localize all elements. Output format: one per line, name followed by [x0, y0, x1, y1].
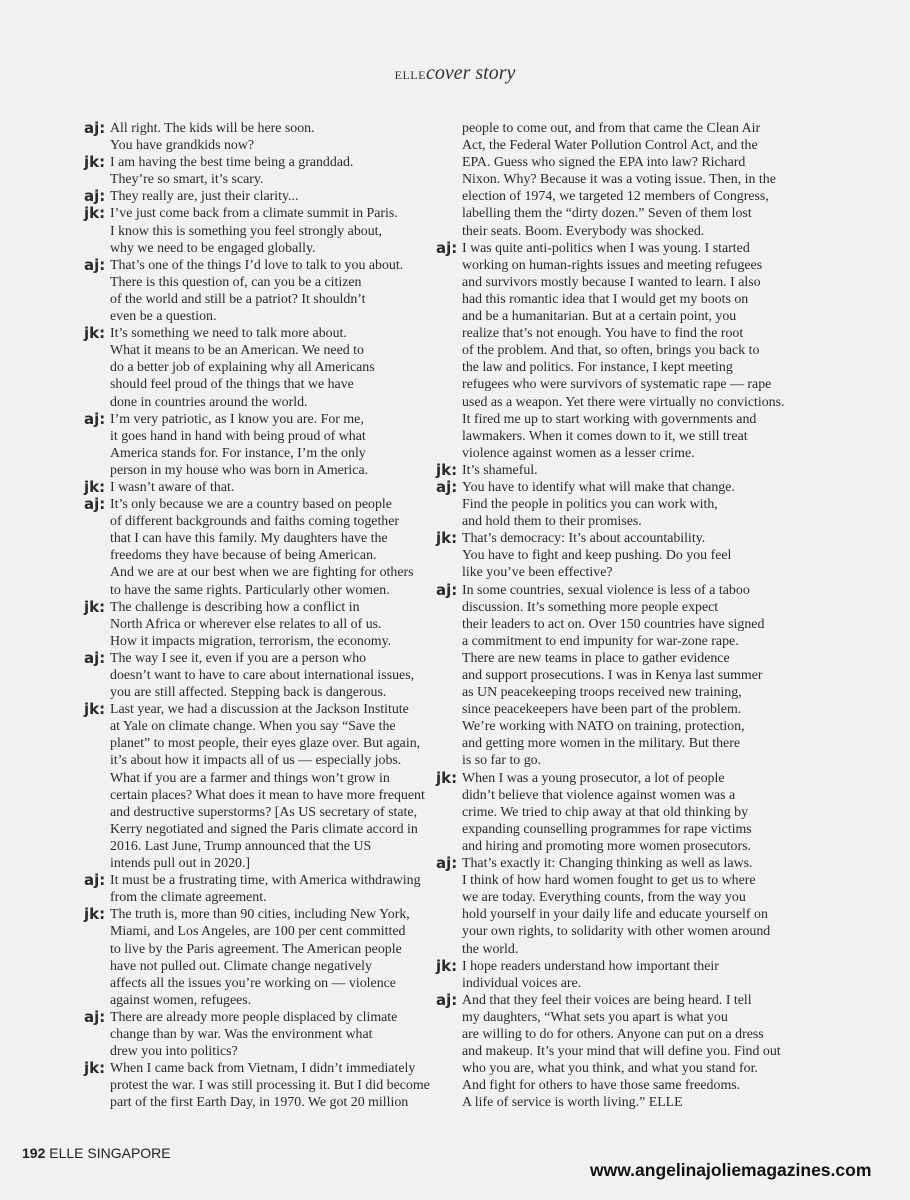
source-credit: www.angelinajoliemagazines.com	[590, 1160, 872, 1180]
interview-entry	[84, 120, 459, 154]
interview-entry	[436, 530, 826, 581]
right-column	[436, 120, 826, 1111]
speaker-label: jk:	[84, 905, 106, 924]
entry-text: When I came back from Vietnam, I didn’t immediately protest the war. I was still processing it. But I did become part of the first Earth Day, in 1970. We got 20 million	[110, 1061, 430, 1111]
speaker-label: jk:	[84, 700, 106, 719]
speaker-label: aj:	[436, 477, 458, 496]
left-column	[84, 120, 459, 1111]
speaker-label: jk:	[84, 153, 106, 172]
interview-entry	[436, 992, 826, 1112]
entry-text: I am having the best time being a granddad. They’re so smart, it’s scary.	[110, 155, 354, 188]
entry-text: In some countries, sexual violence is less of a taboo discussion. It’s something more people expect their leaders to act on. Over 150 countries have signed a commitment to end impunity for war-zone rape. There are new teams in place to gather evidence and support prosecutions. I was in Kenya last summer as UN peacekeeping troops received new training, since peacekeepers have been part of the problem. We’re working with NATO on training, protection, and getting more women in the military. But there is so far to go.	[462, 582, 765, 769]
entry-text: You have to identify what will make that change. Find the people in politics you can work with, and hold them to their promises.	[462, 479, 735, 530]
speaker-label: aj:	[84, 495, 106, 514]
entry-text: It’s shameful.	[462, 462, 538, 478]
speaker-label: jk:	[84, 204, 106, 223]
speaker-label: aj:	[84, 871, 106, 890]
speaker-label: aj:	[84, 1007, 106, 1026]
entry-text: The truth is, more than 90 cities, including New York, Miami, and Los Angeles, are 100 per cent committed to live by the Paris agreement. The American people have not pulled out. Climate change negatively affects all the issues you’re working on — violence against women, refugees.	[110, 907, 410, 1008]
entry-text: It’s something we need to talk more about. What it means to be an American. We need to do a better job of explaining why all Americans should feel proud of the things that we have done in countries around the world.	[110, 326, 375, 410]
interview-entry	[84, 872, 459, 906]
entry-text: That’s one of the things I’d love to talk to you about. There is this question of, can you be a citizen of the world and still be a patriot? It shouldn’t even be a question.	[110, 257, 404, 325]
speaker-label: aj:	[84, 409, 106, 428]
interview-entry	[84, 154, 459, 188]
speaker-label: jk:	[84, 477, 106, 496]
entry-text: That’s democracy: It’s about accountability. You have to fight and keep pushing. Do you feel like you’ve been effective?	[462, 531, 732, 581]
entry-text: I’m very patriotic, as I know you are. For me, it goes hand in hand with being proud of what America stands for. For instance, I’m the only person in my house who was born in America.	[110, 411, 369, 478]
speaker-label: aj:	[84, 187, 106, 206]
entry-text: That’s exactly it: Changing thinking as well as laws. I think of how hard women fought to get us to where we are today. Everything counts, from the way you hold yourself in your daily life and educate yourself on your own rights, to solidarity with other women around the world.	[462, 856, 771, 957]
page-header	[0, 62, 910, 85]
interview-entry	[84, 411, 459, 479]
interview-entry	[84, 479, 459, 496]
speaker-label: jk:	[436, 768, 458, 787]
entry-text: There are already more people displaced by climate change than by war. Was the environment what drew you into politics?	[110, 1009, 398, 1060]
publication-name: ELLE SINGAPORE	[49, 1145, 171, 1161]
entry-text: I wasn’t aware of that.	[110, 479, 235, 495]
interview-entry	[436, 958, 826, 992]
page-number: 192	[22, 1145, 46, 1161]
speaker-label: aj:	[436, 580, 458, 599]
section-label: cover story	[425, 62, 516, 84]
speaker-label: aj:	[84, 255, 106, 274]
interview-entry	[84, 496, 459, 599]
entry-text: They really are, just their clarity...	[110, 189, 299, 205]
speaker-label: jk:	[436, 529, 458, 548]
speaker-label: jk:	[436, 460, 458, 479]
interview-entry	[84, 188, 459, 205]
speaker-label: jk:	[436, 956, 458, 975]
speaker-label: aj:	[436, 990, 458, 1009]
speaker-label: aj:	[436, 238, 458, 257]
interview-entry	[436, 582, 826, 770]
entry-text: When I was a young prosecutor, a lot of people didn’t believe that violence against women was a crime. We tried to chip away at that old thinking by expanding counselling programmes for rape victims and hiring and promoting more women prosecutors.	[462, 770, 752, 854]
interview-entry	[84, 1060, 459, 1111]
interview-entry	[436, 479, 826, 530]
interview-entry	[436, 770, 826, 855]
continued-entry	[436, 120, 826, 240]
speaker-label: aj:	[84, 119, 106, 137]
entry-text: It must be a frustrating time, with America withdrawing from the climate agreement.	[110, 873, 421, 906]
interview-entry	[84, 257, 459, 325]
interview-entry	[84, 205, 459, 256]
interview-entry	[436, 240, 826, 462]
interview-entry	[84, 325, 459, 410]
entry-text: All right. The kids will be here soon. You have grandkids now?	[110, 121, 315, 154]
entry-text: people to come out, and from that came the Clean Air Act, the Federal Water Pollution Control Act, and the EPA. Guess who signed the EPA into law? Richard Nixon. Why? Because it was a voting issue. Then, in the election of 1974, we targeted 12 members of Congress, labelling them the “dirty dozen.” Seven of them lost their seats. Boom. Everybody was shocked.	[462, 121, 776, 239]
interview-entry	[436, 462, 826, 479]
entry-text: And that they feel their voices are being heard. I tell my daughters, “What sets you apart is what you are willing to do for others. Anyone can put on a dress and makeup. It’s your mind that will define you. Find out who you are, what you think, and what you stand for. And fight for others to have those same freedoms. A life of service is worth living.” ELLE	[462, 992, 781, 1111]
entry-text: The way I see it, even if you are a person who doesn’t want to have to care about international issues, you are still affected. Stepping back is dangerous.	[110, 650, 415, 701]
speaker-label: aj:	[436, 854, 458, 873]
entry-text: The challenge is describing how a conflict in North Africa or wherever else relates to all of us. How it impacts migration, terrorism, the economy.	[110, 599, 392, 649]
entry-text: I’ve just come back from a climate summit in Paris. I know this is something you feel strongly about, why we need to be engaged globally.	[110, 206, 398, 256]
speaker-label: jk:	[84, 324, 106, 343]
page-footer	[22, 1145, 171, 1161]
speaker-label: jk:	[84, 597, 106, 616]
speaker-label: jk:	[84, 1059, 106, 1078]
brand-label: ELLE	[394, 68, 426, 82]
entry-text: I hope readers understand how important their individual voices are.	[462, 958, 719, 991]
interview-entry	[84, 650, 459, 701]
interview-entry	[84, 599, 459, 650]
entry-text: I was quite anti-politics when I was young. I started working on human-rights issues and meeting refugees and survivors mostly because I wanted to learn. I also had this romantic idea that I would get my boots on and be a humanitarian. But at a certain point, you realize that’s not enough. You have to find the root of the problem. And that, so often, brings you back to the law and politics. For instance, I kept meeting refugees who were survivors of systematic rape — rape used as a weapon. Yet there were virtually no convictions. It fired me up to start working with governments and lawmakers. When it comes down to it, we still treat violence against women as a lesser crime.	[462, 240, 785, 461]
interview-entry	[84, 906, 459, 1009]
interview-entry	[436, 855, 826, 958]
entry-text: Last year, we had a discussion at the Jackson Institute at Yale on climate change. When you say “Save the planet” to most people, their eyes glaze over. But again, it’s about how it impacts all of us — especially jobs. What if you are a farmer and things won’t grow in certain places? What does it mean to have more frequent and destructive superstorms? [As US secretary of state, Kerry negotiated and signed the Paris climate accord in 2016. Last June, Trump announced that the US intends pull out in 2020.]	[110, 702, 425, 872]
interview-entry	[84, 701, 459, 872]
interview-entry	[84, 1009, 459, 1060]
entry-text: It’s only because we are a country based on people of different backgrounds and faiths coming together that I can have this family. My daughters have the freedoms they have because of being American. And we are at our best when we are fighting for others to have the same rights. Particularly other women.	[110, 497, 414, 598]
speaker-label: aj:	[84, 648, 106, 667]
